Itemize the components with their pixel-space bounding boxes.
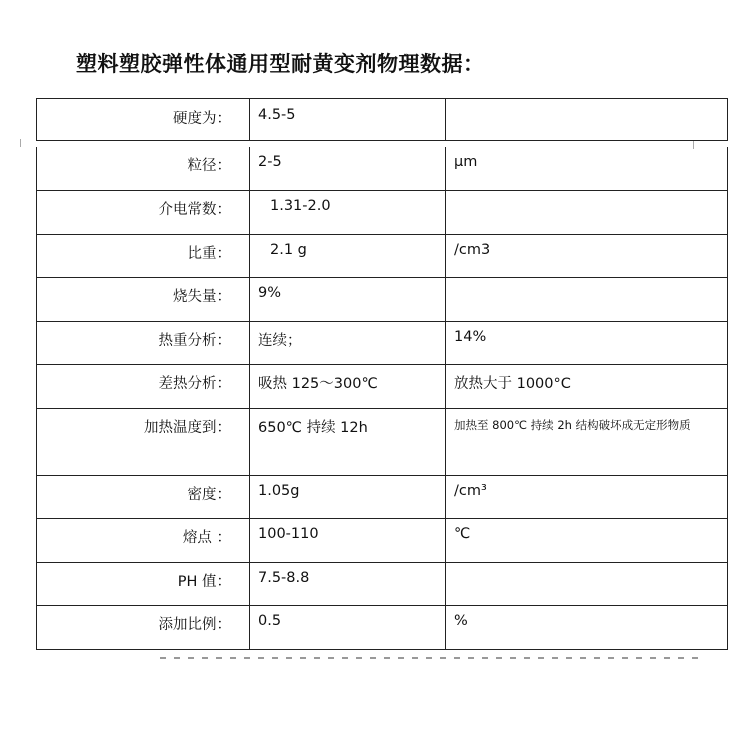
row-unit <box>446 99 728 141</box>
row-unit: μm <box>446 147 728 191</box>
row-unit <box>446 278 728 322</box>
table-row <box>37 234 728 278</box>
row-value: 0.5 <box>250 606 446 650</box>
data-table <box>36 147 728 650</box>
row-label: PH 值： <box>37 562 250 606</box>
row-unit: 加热至 800℃ 持续 2h 结构破坏成无定形物质 <box>446 408 728 475</box>
row-label: 比重： <box>37 234 250 278</box>
row-value: 2.1 g <box>250 234 446 278</box>
table-row <box>37 365 728 409</box>
row-label: 烧失量： <box>37 278 250 322</box>
table-row <box>37 278 728 322</box>
table-row <box>37 519 728 563</box>
row-unit: % <box>446 606 728 650</box>
table-row <box>37 562 728 606</box>
row-unit: 14% <box>446 321 728 365</box>
table-row <box>37 147 728 191</box>
row-label: 硬度为： <box>37 99 250 141</box>
data-table-header-row <box>36 98 728 141</box>
table-row <box>37 191 728 235</box>
row-value: 1.05g <box>250 475 446 519</box>
row-label: 粒径： <box>37 147 250 191</box>
row-value: 2-5 <box>250 147 446 191</box>
row-unit: /cm3 <box>446 234 728 278</box>
cropped-text-remnant <box>160 657 700 659</box>
row-unit <box>446 191 728 235</box>
table-row <box>37 475 728 519</box>
row-value: 1.31-2.0 <box>250 191 446 235</box>
row-value: 9% <box>250 278 446 322</box>
row-unit: ℃ <box>446 519 728 563</box>
left-edge-mark <box>20 139 21 147</box>
row-unit: /cm³ <box>446 475 728 519</box>
row-unit <box>446 562 728 606</box>
row-label: 热重分析： <box>37 321 250 365</box>
table-row <box>37 321 728 365</box>
page-title: 塑料塑胶弹性体通用型耐黄变剂物理数据： <box>76 52 485 76</box>
row-value: 4.5-5 <box>250 99 446 141</box>
table-row <box>37 408 728 475</box>
row-value: 吸热 125～300℃ <box>250 365 446 409</box>
row-value: 100-110 <box>250 519 446 563</box>
row-label: 熔点 ： <box>37 519 250 563</box>
row-value: 7.5-8.8 <box>250 562 446 606</box>
row-label: 密度： <box>37 475 250 519</box>
row-label: 添加比例： <box>37 606 250 650</box>
row-label: 差热分析： <box>37 365 250 409</box>
row-value: 650℃ 持续 12h <box>250 408 446 475</box>
table-row <box>37 99 728 141</box>
row-label: 加热温度到： <box>37 408 250 475</box>
row-unit: 放热大于 1000°C <box>446 365 728 409</box>
table-row <box>37 606 728 650</box>
row-label: 介电常数： <box>37 191 250 235</box>
row-value: 连续； <box>250 321 446 365</box>
